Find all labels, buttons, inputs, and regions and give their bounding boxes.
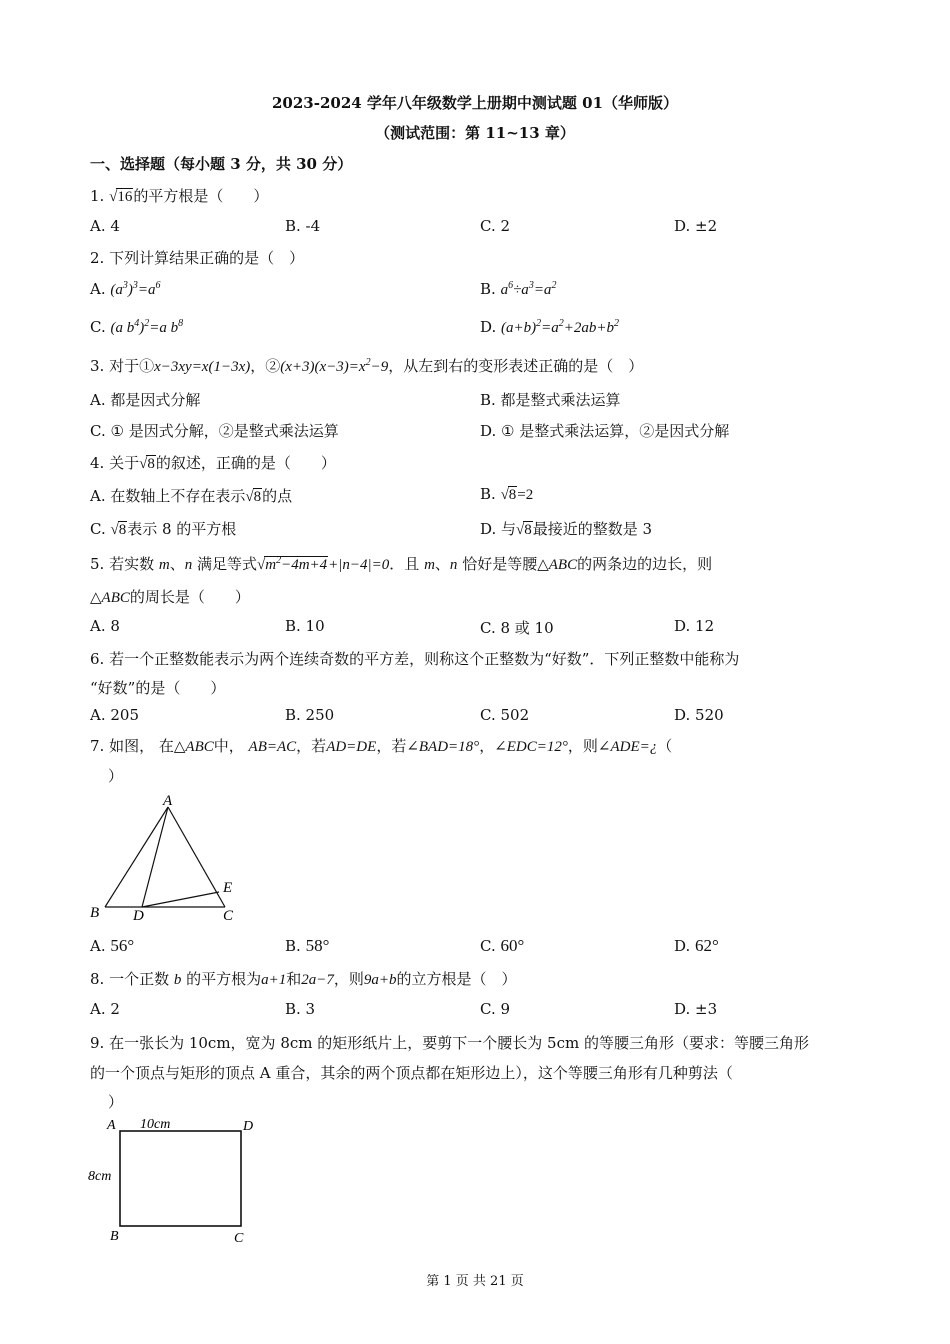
option-label: A. [90,937,111,955]
label-a: A [163,793,173,809]
question-8 [90,968,517,989]
q7-text: （ [657,737,673,755]
question-4 [90,452,336,473]
math-expression: a+1 [261,972,287,988]
math-expression: ∠BAD=18° [406,739,480,755]
option-label: D. [480,318,497,336]
segment-ad [142,807,168,907]
width-label: 10cm [140,1117,171,1132]
q5-text: 恰好是等腰 [457,555,538,573]
q8-option-a: A. 2 [90,1000,120,1018]
segment-de [142,892,219,907]
q5-text: 的两条边的边长，则 [577,555,713,573]
page-title: 2023-2024 学年八年级数学上册期中测试题 01（华师版） [271,94,679,112]
label-b: B [110,1229,119,1244]
label-d: D [133,908,144,924]
label-c: C [223,908,234,924]
option-text: D. 与 [480,520,517,538]
sqrt-expression: √8 [516,522,532,538]
label-d: D [243,1119,254,1134]
triangle-name: ABC [185,739,214,755]
math-expression: ∠EDC=12° [494,739,568,755]
question-5-line-2 [90,586,250,607]
var-b: b [173,972,182,988]
q1-suffix: 的平方根是（ ） [133,187,269,205]
q5-text: ．且 [389,555,425,573]
option-text: 表示 8 的平方根 [127,520,237,538]
q7-text: 中， [213,737,244,755]
sqrt-expression: √8 [110,522,127,538]
math-expression: 2a−7 [301,972,334,988]
page-footer: 第 1 页 共 21 页 [426,1274,524,1289]
page-subtitle: （测试范围：第 11~13 章） [375,124,575,142]
option-text: 的点 [262,487,293,505]
radicand: 8 [253,489,262,505]
triangle-name: ABC [101,590,130,606]
var-n: n [449,557,458,573]
label-e: E [223,880,233,896]
q3-option-a: A. 都是因式分解 [90,391,201,409]
q4-option-d [480,518,652,539]
q5-option-c: C. 8 或 10 [480,619,554,637]
q4-option-b [480,485,533,504]
q8-option-b: B. 3 [285,1000,316,1018]
q5-text: 、 [169,555,185,573]
question-9-line-2: 的一个顶点与矩形的顶点 A 重合，其余的两个顶点都在矩形边上），这个等腰三角形有几种剪法（ [90,1064,733,1082]
radicand: 8 [118,522,127,538]
option-text: B. [480,485,501,503]
math-expression: $(a+b)^2=a^2+2ab+b^2$ [501,318,620,336]
math-expression: 9a+b [363,972,397,988]
option-label: D. [674,937,696,955]
q4-suffix: 的叙述，正确的是（ ） [155,454,336,472]
label-a: A [107,1118,116,1133]
radicand: 8 [147,456,155,472]
sqrt-expression: √8 [139,456,155,472]
radicand: 8 [508,487,517,503]
var-m: m [424,557,435,573]
option-label: B. [285,937,306,955]
triangle-symbol: △ [90,588,102,606]
q8-option-d: D. ±3 [674,1000,718,1018]
q1-option-d: D. ±2 [674,217,718,235]
q8-text: 的平方根为 [181,970,262,988]
q3-option-b: B. 都是整式乘法运算 [480,391,621,409]
q5-option-d: D. 12 [674,617,715,635]
q8-text: 的立方根是（ ） [396,970,517,988]
question-7-line-2: ） [108,767,124,785]
section-heading: 一、选择题（每小题 3 分，共 30 分） [90,155,353,173]
math-expression: $√m^2-4m+4+|n-4|=0$ [257,555,390,573]
q8-option-c: C. 9 [480,1000,511,1018]
q1-prefix: 1. [90,187,110,205]
q7-text: ，则 [567,737,598,755]
triangle-figure [85,790,255,925]
option-value: 62° [695,936,719,955]
q4-option-c [90,518,236,539]
q5-text: 、 [434,555,450,573]
q1-option-a: A. 4 [90,217,120,235]
math-expression: ∠ADE=¿ [597,739,658,755]
q7-text: ，若 [296,737,327,755]
option-label: C. [480,937,501,955]
triangle-name: ABC [548,557,578,573]
option-text: =2 [517,487,534,503]
math-expression: $(a^3)^3=a^6$ [110,280,161,298]
q7-option-b [285,936,329,956]
q7-text: 7. 如图， 在 [90,737,174,755]
option-value: 60° [500,936,525,955]
q7-option-c [480,936,524,956]
rectangle-abcd [120,1131,241,1226]
q1-option-c: C. 2 [480,217,511,235]
option-value: 56° [110,936,135,955]
triangle-symbol: △ [173,737,186,755]
question-3 [90,355,643,376]
q2-option-b [480,280,556,299]
q7-text: ，若 [376,737,407,755]
q4-option-a [90,485,292,506]
label-c: C [234,1231,244,1246]
math-expression: AB=AC [248,739,297,755]
q3-option-d: D. ① 是整式乘法运算，②是因式分解 [480,422,730,440]
q2-option-d [480,318,619,337]
math-expression: $a^6\div a^3=a^2$ [500,280,557,298]
q7-text: ， [479,737,495,755]
side-ab [105,807,168,907]
option-text: 最接近的整数是 3 [532,520,653,538]
radicand: 8 [524,522,532,538]
var-n: n [184,557,193,573]
radicand: 16 [117,189,133,205]
sqrt-expression: √16 [109,189,133,205]
question-7 [90,735,672,756]
q6-option-d: D. 520 [674,706,724,724]
math-expression: (a $b^4)^2=a$ $b^8$ [110,318,184,336]
q3-mid: ，② [250,357,281,375]
label-b: B [90,905,100,921]
sqrt-expression: √8 [245,489,262,505]
q6-option-c: C. 502 [480,706,530,724]
q8-text: 8. 一个正数 [90,970,174,988]
q1-option-b: B. -4 [285,217,321,235]
math-expression: x−3xy=x(1−3x) [154,359,251,375]
q8-text: 和 [286,970,302,988]
q3-suffix: ，从左到右的变形表述正确的是（ ） [388,357,644,375]
math-expression: $(x+3)(x-3)=x^2-9$ [280,357,389,375]
q3-option-c: C. ① 是因式分解，②是整式乘法运算 [90,422,339,440]
q8-text: ，则 [333,970,364,988]
var-m: m [158,557,170,573]
height-label: 8cm [88,1169,112,1184]
q6-option-b: B. 250 [285,706,335,724]
q7-option-d [674,936,719,956]
q4-prefix: 4. 关于 [90,454,140,472]
option-label: C. [90,318,106,336]
q7-option-a [90,936,134,956]
rectangle-figure [88,1112,263,1247]
q2-option-a [90,280,161,299]
q3-prefix: 3. 对于① [90,357,155,375]
q2-option-c [90,318,183,337]
question-6-line-2: “好数”的是（ ） [90,679,226,697]
question-1 [90,185,268,206]
question-6: 6. 若一个正整数能表示为两个连续奇数的平方差，则称这个正整数为“好数”．下列正整数中能称为 [90,650,740,668]
math-expression: AD=DE [326,739,377,755]
question-2: 2. 下列计算结果正确的是（ ） [90,249,305,267]
q5-option-b: B. 10 [285,617,325,635]
q5-text: 满足等式 [192,555,257,573]
question-5 [90,553,712,574]
q5-text: 的周长是（ ） [129,588,250,606]
option-label: A. [90,280,106,298]
option-label: B. [480,280,496,298]
q5-text: 5. 若实数 [90,555,159,573]
option-text: C. [90,520,111,538]
question-9: 9. 在一张长为 10cm，宽为 8cm 的矩形纸片上，要剪下一个腰长为 5cm 的等腰三角形（要求：等腰三角形 [90,1034,809,1052]
q6-option-a: A. 205 [90,706,139,724]
option-value: 58° [305,936,330,955]
triangle-symbol: △ [537,555,549,573]
question-9-line-3: ） [108,1093,124,1111]
option-text: A. 在数轴上不存在表示 [90,487,246,505]
q5-option-a: A. 8 [90,617,120,635]
sqrt-expression: √8 [500,487,517,503]
